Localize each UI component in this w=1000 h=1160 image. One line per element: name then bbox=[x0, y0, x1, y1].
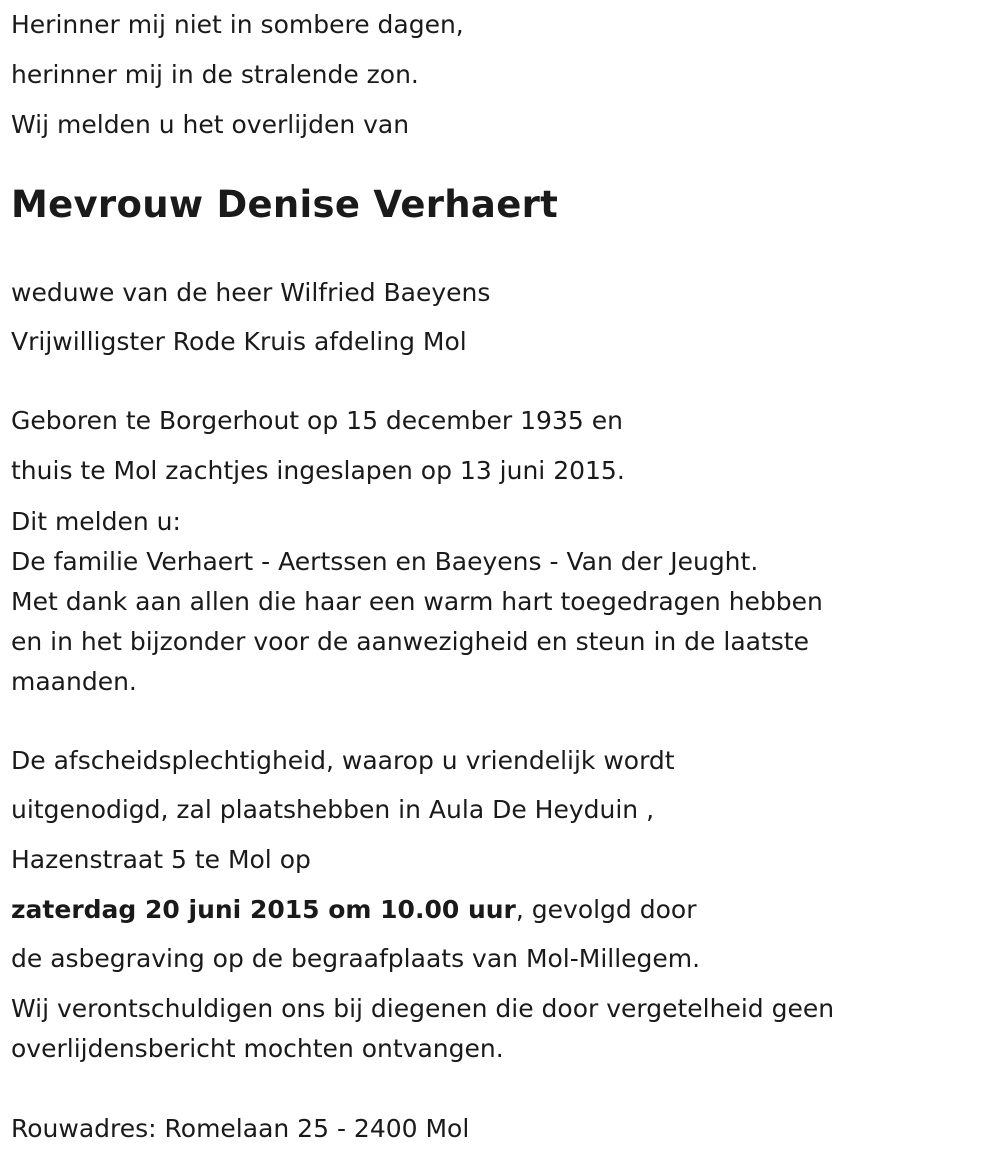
ceremony-line-5: de asbegraving op de begraafplaats van Mol-Millegem. bbox=[11, 944, 701, 973]
poem-line-1: Herinner mij niet in sombere dagen, bbox=[11, 10, 464, 39]
volunteer-text: Vrijwilligster Rode Kruis afdeling Mol bbox=[11, 327, 467, 356]
poem-line-2: herinner mij in de stralende zon. bbox=[11, 60, 419, 89]
thanks-line-1: Met dank aan allen die haar een warm hart toegedragen hebben bbox=[11, 587, 823, 616]
family-heading: Dit melden u: bbox=[11, 507, 181, 536]
apology-line-1: Wij verontschuldigen ons bij diegenen die door vergetelheid geen bbox=[11, 994, 835, 1023]
widow-of-text: weduwe van de heer Wilfried Baeyens bbox=[11, 278, 491, 307]
ceremony-line-1: De afscheidsplechtigheid, waarop u vriendelijk wordt bbox=[11, 746, 675, 775]
death-text: thuis te Mol zachtjes ingeslapen op 13 juni 2015. bbox=[11, 456, 625, 485]
ceremony-line-3: Hazenstraat 5 te Mol op bbox=[11, 845, 311, 874]
deceased-name: Mevrouw Denise Verhaert bbox=[11, 183, 559, 226]
family-names: De familie Verhaert - Aertssen en Baeyens - Van der Jeught. bbox=[11, 547, 759, 576]
ceremony-date: zaterdag 20 juni 2015 om 10.00 uur bbox=[11, 895, 516, 924]
ceremony-date-line bbox=[11, 895, 696, 925]
birth-text: Geboren te Borgerhout op 15 december 1935 en bbox=[11, 406, 623, 435]
intro-text: Wij melden u het overlijden van bbox=[11, 110, 410, 139]
ceremony-date-rest: , gevolgd door bbox=[515, 895, 697, 924]
thanks-line-2: en in het bijzonder voor de aanwezigheid en steun in de laatste bbox=[11, 627, 809, 656]
ceremony-line-2: uitgenodigd, zal plaatshebben in Aula De Heyduin , bbox=[11, 795, 655, 824]
thanks-line-3: maanden. bbox=[11, 667, 137, 696]
mourning-address: Rouwadres: Romelaan 25 - 2400 Mol bbox=[11, 1114, 470, 1143]
apology-line-2: overlijdensbericht mochten ontvangen. bbox=[11, 1034, 504, 1063]
